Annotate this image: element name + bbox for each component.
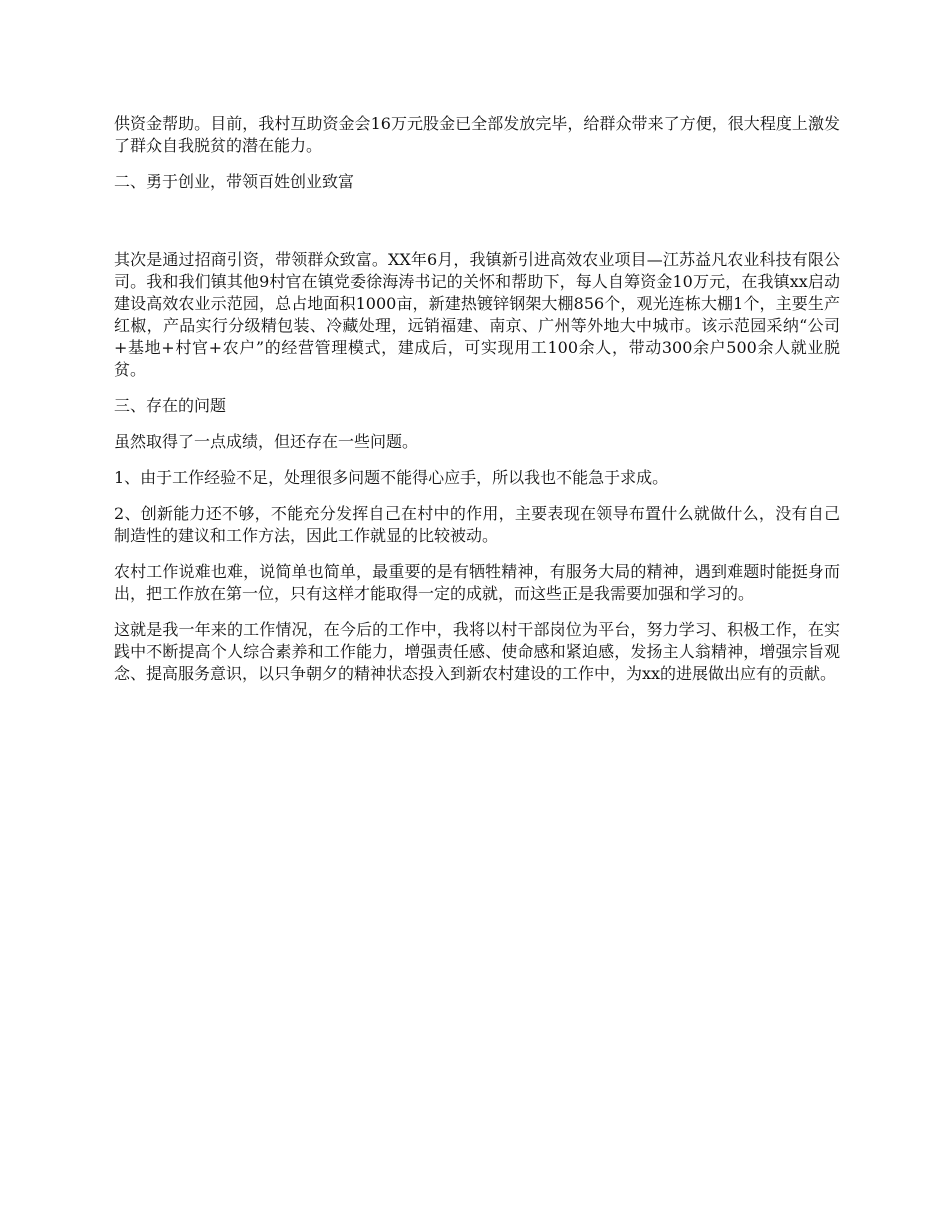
paragraph-conclusion: 这就是我一年来的工作情况，在今后的工作中，我将以村干部岗位为平台，努力学习、积极工作，在实践中不断提高个人综合素养和工作能力，增强责任感、使命感和紧迫感，发扬主人翁精神，增强宗旨观念、提高服务意识，以只争朝夕的精神状态投入到新农村建设的工作中，为xx的进展做出应有的贡献。 bbox=[114, 620, 840, 683]
paragraph-problem-1: 1、由于工作经验不足，处理很多问题不能得心应手，所以我也不能急于求成。 bbox=[114, 468, 669, 487]
paragraph-problems-intro: 虽然取得了一点成绩，但还存在一些问题。 bbox=[114, 432, 419, 451]
paragraph-problem-2: 2、创新能力还不够，不能充分发挥自己在村中的作用，主要表现在领导布置什么就做什么，没有自己制造性的建议和工作方法，因此工作就显的比较被动。 bbox=[114, 504, 840, 545]
paragraph-rural-work: 农村工作说难也难，说简单也简单，最重要的是有牺牲精神，有服务大局的精神，遇到难题时能挺身而出，把工作放在第一位，只有这样才能取得一定的成就，而这些正是我需要加强和学习的。 bbox=[114, 562, 840, 603]
paragraph-investment-project: 其次是通过招商引资，带领群众致富。XX年6月，我镇新引进高效农业项目—江苏益凡农业科技有限公司。我和我们镇其他9村官在镇党委徐海涛书记的关怀和帮助下，每人自筹资金10万元，在我镇xx启动建设高效农业示范园，总占地面积1000亩，新建热镀锌钢架大棚856个，观光连栋大棚1个，主要生产红椒，产品实行分级精包装、冷藏处理，远销福建、南京、广州等外地大中城市。该示范园采纳“公司+基地+村官+农户”的经营管理模式，建成后，可实现用工100余人，带动300余户500余人就业脱贫。 bbox=[114, 250, 840, 379]
document-body bbox=[114, 113, 840, 699]
paragraph-funding-support: 供资金帮助。目前，我村互助资金会16万元股金已全部发放完毕，给群众带来了方便，很大程度上激发了群众自我脱贫的潜在能力。 bbox=[114, 114, 840, 155]
section-heading-entrepreneurship: 二、勇于创业，带领百姓创业致富 bbox=[114, 172, 355, 191]
blank-gap bbox=[114, 207, 840, 249]
section-heading-problems: 三、存在的问题 bbox=[114, 396, 227, 415]
